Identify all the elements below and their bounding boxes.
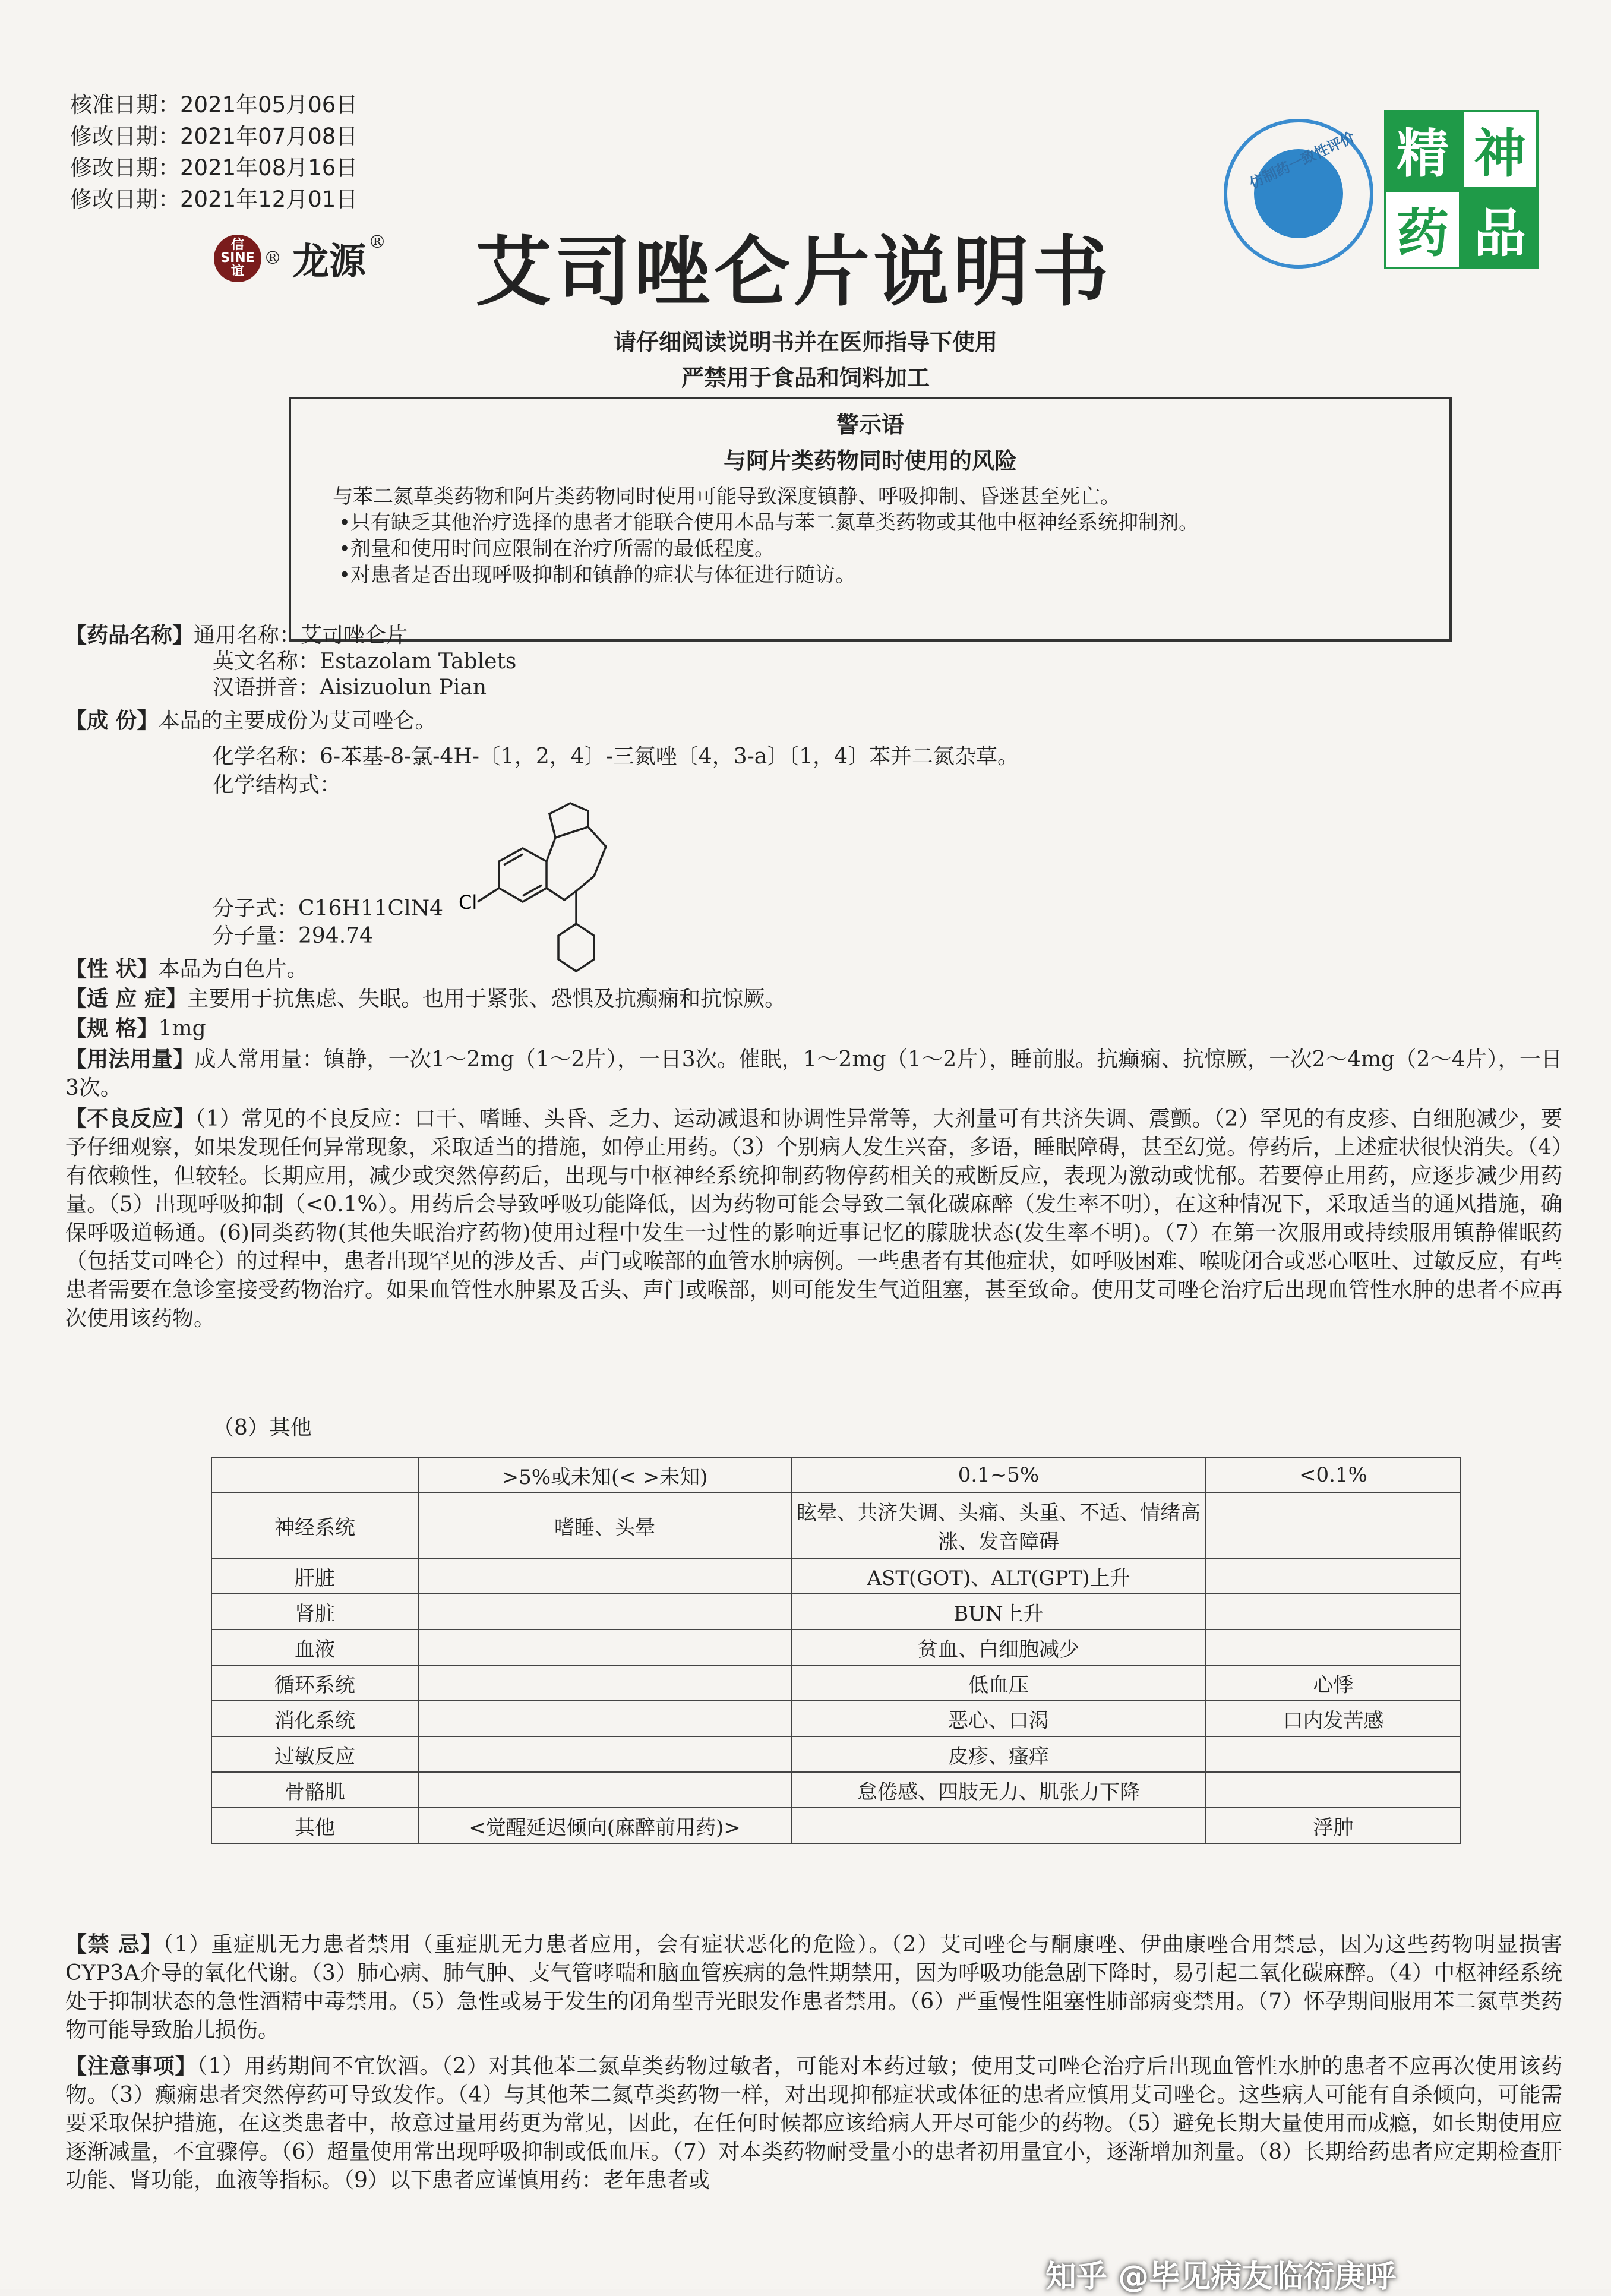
table-cell: 嗜睡、头晕 (418, 1493, 791, 1558)
table-cell (1206, 1772, 1461, 1808)
appearance-text: 本品为白色片。 (158, 957, 308, 981)
table-row (211, 1558, 1461, 1594)
structure-label: 化学结构式： (213, 773, 342, 797)
warning-line: •剂量和使用时间应限制在治疗所需的最低程度。 (339, 537, 775, 561)
table-cell: AST(GOT)、ALT(GPT)上升 (791, 1558, 1206, 1594)
table-cell: 低血压 (791, 1665, 1206, 1701)
brand-name: 龙源 (292, 239, 367, 283)
adverse-other: （8）其他 (213, 1416, 312, 1440)
table-row (211, 1701, 1461, 1736)
table-cell (418, 1629, 791, 1665)
category-char: 药 (1384, 190, 1461, 269)
table-cell (418, 1665, 791, 1701)
table-cell: 血液 (211, 1629, 418, 1665)
table-cell (418, 1772, 791, 1808)
warning-box (289, 397, 1452, 642)
spec-text: 1mg (158, 1016, 206, 1041)
warning-subtitle: 与阿片类药物同时使用的风险 (723, 448, 1017, 474)
generic-name: 通用名称：艾司唑仑片 (194, 623, 408, 648)
section-label: 【适 应 症】 (65, 987, 188, 1011)
contraindication-text: （1）重症肌无力患者禁用（重症肌无力患者应用，会有症状恶化的危险）。（2）艾司唑仑与酮康唑、伊曲康唑合用禁忌，因为这些药物明显损害CYP3A介导的氧化代谢。（3）肺心病、肺气肿、支气管哮喘和脑血管疾病的急性期禁用，因为呼吸功能急剧下降时，易引起二氧化碳麻醉。（4）中枢神经系统处于抑制状态的急性酒精中毒禁用。（5）急性或易于发生的闭角型青光眼发作患者禁用。（6）严重慢性阻塞性肺部病变禁用。（7）怀孕期间服用苯二氮草类药物可能导致胎儿损伤。 (65, 1932, 1562, 2042)
table-cell (418, 1594, 791, 1629)
chemical-structure (428, 790, 630, 992)
category-char: 品 (1461, 190, 1539, 269)
precaution-section (65, 2052, 1562, 2195)
benzo-ring (499, 848, 547, 902)
table-cell (418, 1701, 791, 1736)
section-label: 【注意事项】 (65, 2054, 197, 2079)
registered-mark: ® (368, 232, 387, 252)
section-label: 【禁 忌】 (65, 1932, 163, 1957)
chemical-name: 化学名称：6-苯基-8-氯-4H-〔1，2，4〕-三氮唑〔4，3-a〕〔1，4〕苯并二氮杂草。 (213, 744, 1019, 769)
table-row (211, 1808, 1461, 1843)
table-cell (1206, 1736, 1461, 1772)
table-row (211, 1665, 1461, 1701)
dosage-section (65, 1046, 1562, 1103)
table-cell: 肝脏 (211, 1558, 418, 1594)
warning-line: •对患者是否出现呼吸抑制和镇静的症状与体征进行随访。 (339, 563, 856, 587)
molecular-weight: 分子量：294.74 (213, 924, 373, 948)
appearance-section (65, 956, 308, 983)
table-cell: 贫血、白细胞减少 (791, 1629, 1206, 1665)
table-row (211, 1629, 1461, 1665)
table-header: <0.1% (1206, 1457, 1461, 1493)
table-cell (1206, 1594, 1461, 1629)
table-cell: 心悸 (1206, 1665, 1461, 1701)
composition-section (65, 708, 437, 734)
table-header (211, 1457, 418, 1493)
approval-date: 核准日期：2021年05月06日 (70, 92, 358, 118)
zhihu-watermark: 知乎 @毕见病友临衍庚呼 (1045, 2259, 1397, 2295)
table-cell (1206, 1629, 1461, 1665)
composition-text: 本品的主要成份为艾司唑仑。 (158, 709, 437, 733)
warning-line: 与苯二氮草类药物和阿片类药物同时使用可能导致深度镇静、呼吸抑制、昏迷甚至死亡。 (333, 485, 1120, 509)
table-cell: 眩晕、共济失调、头痛、头重、不适、情绪高涨、发音障碍 (791, 1493, 1206, 1558)
section-label: 【不良反应】 (65, 1107, 195, 1131)
contraindication-section (65, 1931, 1562, 2045)
section-label: 【规 格】 (65, 1016, 159, 1041)
phenyl-ring (558, 924, 594, 971)
table-cell: 消化系统 (211, 1701, 418, 1736)
spec-section (65, 1016, 206, 1042)
table-cell: 怠倦感、四肢无力、肌张力下降 (791, 1772, 1206, 1808)
indication-section (65, 986, 786, 1012)
revision-dates (70, 89, 358, 215)
drug-name-section (65, 623, 408, 649)
psychotropic-category-mark (1384, 110, 1539, 264)
table-cell: 循环系统 (211, 1665, 418, 1701)
sine-logo: 信 SINE 谊 (214, 235, 261, 282)
table-row (211, 1736, 1461, 1772)
table-cell: 皮疹、瘙痒 (791, 1736, 1206, 1772)
molecular-formula: 分子式：C16H11ClN4 (213, 896, 444, 921)
table-cell (418, 1736, 791, 1772)
instruction-line: 请仔细阅读说明书并在医师指导下使用 (613, 329, 997, 355)
adverse-section (65, 1105, 1562, 1333)
precaution-text: （1）用药期间不宜饮酒。（2）对其他苯二氮草类药物过敏者，可能对本药过敏；使用艾司唑仑治疗后出现血管性水肿的患者不应再次使用该药物。（3）癫痫患者突然停药可导致发作。（4）与其他苯二氮草类药物一样，对出现抑郁症状或体征的患者应慎用艾司唑仑。这些病人可能有自杀倾向，可能需要采取保护措施，在这类患者中，故意过量用药更为常见，因此，在任何时候都应该给病人开尽可能少的药物。（5）避免长期大量使用而成瘾，如长期使用应逐渐减量，不宜骤停。（6）超量使用常出现呼吸抑制或低血压。（7）对本类药物耐受量小的患者初用量宜小，逐渐增加剂量。（8）长期给药患者应定期检查肝功能、肾功能，血液等指标。（9）以下患者应谨慎用药：老年患者或 (65, 2054, 1562, 2193)
table-cell: 口内发苦感 (1206, 1701, 1461, 1736)
indication-text: 主要用于抗焦虑、失眠。也用于紧张、恐惧及抗癫痫和抗惊厥。 (187, 987, 786, 1011)
badge-text: 仿制药一致性评价 (1247, 128, 1357, 192)
table-cell (791, 1808, 1206, 1843)
table-cell: 过敏反应 (211, 1736, 418, 1772)
table-header: 0.1~5% (791, 1457, 1206, 1493)
table-cell: BUN上升 (791, 1594, 1206, 1629)
prohibition-line: 严禁用于食品和饲料加工 (681, 365, 930, 391)
table-cell: 神经系统 (211, 1493, 418, 1558)
category-char: 神 (1461, 110, 1539, 190)
dosage-text: 成人常用量：镇静，一次1～2mg（1～2片），一日3次。催眠，1～2mg（1～2片），睡前服。抗癫痫、抗惊厥，一次2～4mg（2～4片），一日3次。 (65, 1047, 1562, 1100)
table-row (211, 1594, 1461, 1629)
table-cell: <觉醒延迟倾向(麻醉前用药)> (418, 1808, 791, 1843)
english-name: 英文名称：Estazolam Tablets (213, 649, 517, 674)
warning-line: •只有缺乏其他治疗选择的患者才能联合使用本品与苯二氮草类药物或其他中枢神经系统抑制剂。 (339, 511, 1199, 535)
brand (214, 232, 386, 285)
table-cell (1206, 1558, 1461, 1594)
section-label: 【药品名称】 (65, 623, 194, 648)
revision-date: 修改日期：2021年12月01日 (70, 187, 358, 212)
revision-date: 修改日期：2021年07月08日 (70, 124, 358, 149)
warning-title: 警示语 (836, 412, 904, 438)
section-label: 【用法用量】 (65, 1047, 195, 1072)
table-row (211, 1772, 1461, 1808)
table-cell: 浮肿 (1206, 1808, 1461, 1843)
table-cell: 肾脏 (211, 1594, 418, 1629)
chlorine-label: Cl (459, 891, 478, 914)
registered-mark: ® (264, 248, 282, 269)
adverse-text: （1）常见的不良反应：口干、嗜睡、头昏、乏力、运动减退和协调性异常等，大剂量可有共济失调、震颤。（2）罕见的有皮疹、白细胞减少，要予仔细观察，如果发现任何异常现象，采取适当的措施，如停止用药。（3）个别病人发生兴奋，多语，睡眠障碍，甚至幻觉。停药后，上述症状很快消失。（4）有依赖性，但较轻。长期应用，减少或突然停药后，出现与中枢神经系统抑制药物停药相关的戒断反应，表现为激动或忧郁。若要停止用药，应逐步减少用药量。（5）出现呼吸抑制（<0.1%）。用药后会导致呼吸功能降低，因为药物可能会导致二氧化碳麻醉（发生率不明），在这种情况下，采取适当的通风措施，确保呼吸道畅通。(6)同类药物(其他失眠治疗药物)使用过程中发生一过性的影响近事记忆的朦胧状态(发生率不明)。（7）在第一次服用或持续服用镇静催眠药（包括艾司唑仑）的过程中，患者出现罕见的涉及舌、声门或喉部的血管水肿病例。一些患者有其他症状，如呼吸困难、喉咙闭合或恶心呕吐、过敏反应，有些患者需要在急诊室接受药物治疗。如果血管性水肿累及舌头、声门或喉部，则可能发生气道阻塞，甚至致命。使用艾司唑仑治疗后出现血管性水肿的患者不应再次使用该药物。 (65, 1107, 1563, 1331)
table-cell: 恶心、口渴 (791, 1701, 1206, 1736)
document-title: 艾司唑仑片说明书 (475, 228, 1113, 317)
category-char: 精 (1384, 110, 1461, 190)
section-label: 【性 状】 (65, 957, 159, 981)
table-cell: 骨骼肌 (211, 1772, 418, 1808)
table-row (211, 1493, 1461, 1558)
pinyin-name: 汉语拼音：Aisizuolun Pian (213, 675, 487, 700)
triazole-ring (549, 803, 588, 838)
revision-date: 修改日期：2021年08月16日 (70, 155, 358, 181)
table-header-row (211, 1457, 1461, 1493)
section-label: 【成 份】 (65, 709, 159, 733)
table-cell (1206, 1493, 1461, 1558)
table-cell: 其他 (211, 1808, 418, 1843)
table-cell (418, 1558, 791, 1594)
adverse-frequency-table (211, 1457, 1461, 1844)
table-header: >5%或未知(< >未知) (418, 1457, 791, 1493)
